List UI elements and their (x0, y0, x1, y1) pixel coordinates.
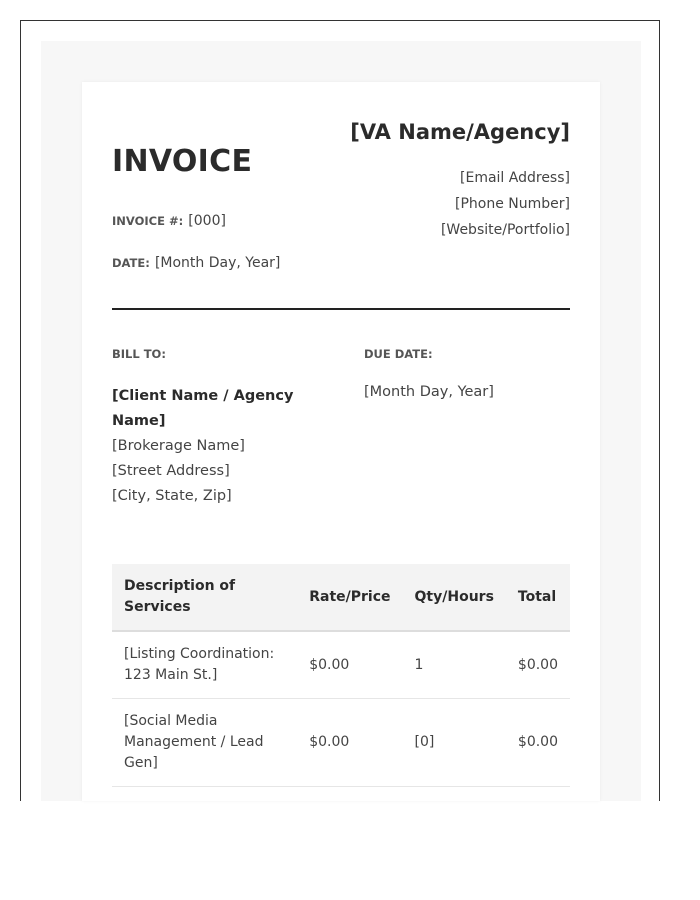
sender-name: [VA Name/Agency] (350, 120, 570, 144)
header-description: Description of Services (112, 564, 297, 631)
table-header-row (112, 564, 570, 631)
table-row (112, 699, 570, 787)
due-date-value: [Month Day, Year] (364, 384, 494, 400)
header-divider (112, 308, 570, 310)
invoice-number (112, 210, 226, 229)
cell-rate: $0.00 (297, 631, 402, 699)
invoice-number-label: INVOICE #: (112, 214, 184, 228)
client-name-line1: [Client Name / Agency (112, 388, 294, 404)
cell-description: [Listing Coordination: 123 Main St.] (112, 631, 297, 699)
bill-to-label: BILL TO: (112, 347, 166, 361)
invoice-date-label: DATE: (112, 256, 150, 270)
invoice-title: INVOICE (112, 144, 253, 179)
header-rate: Rate/Price (297, 564, 402, 631)
header-qty: Qty/Hours (403, 564, 506, 631)
invoice-date (112, 252, 280, 271)
client-name-line2: Name] (112, 413, 166, 429)
sender-phone: [Phone Number] (455, 196, 570, 212)
cell-qty: [0] (403, 699, 506, 787)
cell-total: $0.00 (506, 631, 570, 699)
street-address: [Street Address] (112, 463, 230, 479)
invoice-number-value: [000] (188, 213, 226, 229)
bill-to-block (112, 384, 293, 509)
cell-qty: 1 (403, 631, 506, 699)
services-table (112, 564, 570, 787)
invoice-document (82, 82, 600, 801)
due-date-label: DUE DATE: (364, 347, 433, 361)
cell-rate: $0.00 (297, 699, 402, 787)
header-total: Total (506, 564, 570, 631)
city-state-zip: [City, State, Zip] (112, 488, 232, 504)
sender-website: [Website/Portfolio] (440, 222, 570, 238)
cell-total: $0.00 (506, 699, 570, 787)
brokerage-name: [Brokerage Name] (112, 438, 245, 454)
sender-email: [Email Address] (460, 170, 570, 186)
table-row (112, 631, 570, 699)
cell-description: [Social Media Management / Lead Gen] (112, 699, 297, 787)
invoice-date-value: [Month Day, Year] (154, 255, 281, 271)
